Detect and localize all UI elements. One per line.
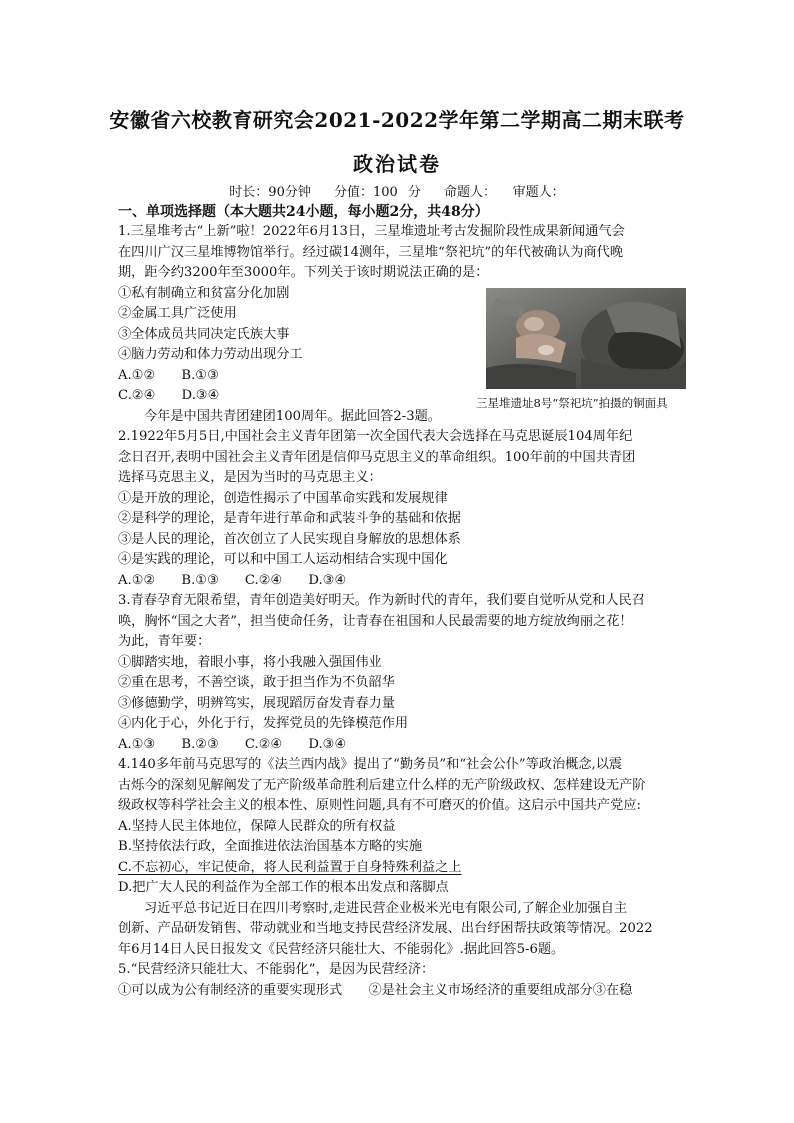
q3-stem-line: 为此，青年要： <box>118 634 211 649</box>
q3-item: ③修德勤学，明辨笃实，展现蹈厉奋发青春力量 <box>118 695 395 711</box>
q4-option-c[interactable]: C.不忘初心，牢记使命，将人民利益置于自身特殊利益之上 <box>118 859 462 875</box>
exam-title: 安徽省六校教育研究会2021-2022学年第二学期高二期末联考 <box>109 108 685 132</box>
q4-stem-line: 古烁今的深刻见解阐发了无产阶级革命胜利后建立什么样的无产阶级政权、怎样建设无产阶 <box>118 777 646 793</box>
q1-stem-line: 1.三星堆考古“上新”啦！2022年6月13日，三星堆遗址考古发掘阶段性成果新闻通气会 <box>118 224 625 239</box>
q4-option-d[interactable]: D.把广大人民的利益作为全部工作的根本出发点和落脚点 <box>118 880 449 895</box>
q3-option-c[interactable]: C.②④ <box>244 736 283 752</box>
q3-stem-line: 3.青春孕育无限希望，青年创造美好明天。作为新时代的青年，我们要自觉听从党和人民召 <box>118 593 645 608</box>
q3-option-b[interactable]: B.②③ <box>181 736 219 752</box>
q1-option-d[interactable]: D.③④ <box>181 388 220 403</box>
q2-option-d[interactable]: D.③④ <box>308 572 347 588</box>
q3-item: ②重在思考，不善空谈，敢于担当作为不负韶华 <box>118 675 395 690</box>
q3-stem-line: 唤，胸怀“国之大者”，担当使命任务，让青春在祖国和人民最需要的地方绽放绚丽之花！ <box>118 613 633 629</box>
q3-options-row <box>118 735 680 756</box>
q5-item-line: ①可以成为公有制经济的重要实现形式 ②是社会主义市场经济的重要组成部分③在稳 <box>118 982 633 998</box>
q1-option-a[interactable]: A.①② <box>118 367 156 383</box>
exam-meta: 时长：90分钟 分值：100 分 命题人： 审题人： <box>229 185 565 200</box>
q1-item: ①私有制确立和贫富分化加剧 <box>118 285 290 301</box>
exam-subtitle: 政治试卷 <box>353 152 441 176</box>
q4-stem-line: 级政权等科学社会主义的根本性、原则性问题,具有不可磨灭的价值。这启示中国共产党应: <box>118 798 641 813</box>
intro-5-6-line: 年6月14日人民日报发文《民营经济只能壮大、不能弱化》.据此回答5-6题。 <box>118 941 565 957</box>
q1-options-row <box>118 386 480 407</box>
q3-item: ④内化于心，外化于行，发挥党员的先锋模范作用 <box>118 716 409 731</box>
q1-item: ②金属工具广泛使用 <box>118 306 237 321</box>
bronze-mask-image <box>486 288 686 389</box>
bronze-mask-photo <box>486 288 686 389</box>
q2-stem-line: 念日召开,表明中国社会主义青年团是信仰马克思主义的革命组织。100年前的中国共青团 <box>118 449 636 465</box>
q1-options-row <box>118 366 480 387</box>
q1-item: ③全体成员共同决定氏族大事 <box>118 326 290 342</box>
q2-item: ③是人民的理论，首次创立了人民实现自身解放的思想体系 <box>118 531 461 547</box>
q2-option-a[interactable]: A.①② <box>118 572 156 588</box>
q2-item: ②是科学的理论，是青年进行革命和武装斗争的基础和依据 <box>118 511 461 526</box>
q2-stem-line: 选择马克思主义，是因为当时的马克思主义： <box>118 470 382 485</box>
q2-option-b[interactable]: B.①③ <box>181 572 219 588</box>
intro-5-6-line: 创新、产品研发销售、带动就业和当地支持民营经济发展、出台纾困帮扶政策等情况。2022 <box>118 921 653 936</box>
section-heading: 一、单项选择题（本大题共24小题，每小题2分，共48分） <box>118 204 489 220</box>
q1-item: ④脑力劳动和体力劳动出现分工 <box>118 347 303 362</box>
q2-options-row <box>118 571 680 592</box>
q1-option-b[interactable]: B.①③ <box>181 367 219 383</box>
q2-option-c[interactable]: C.②④ <box>244 572 283 588</box>
intro-2-3: 今年是中国共青团建团100周年。据此回答2-3题。 <box>144 408 441 424</box>
q3-item: ①脚踏实地，着眼小事，将小我融入强国伟业 <box>118 654 382 670</box>
q4-option-a[interactable]: A.坚持人民主体地位，保障人民群众的所有权益 <box>118 818 396 834</box>
q5-stem: 5.“民营经济只能壮大、不能弱化”，是因为民营经济： <box>118 962 435 977</box>
q4-option-b[interactable]: B.坚持依法行政，全面推进依法治国基本方略的实施 <box>118 839 423 854</box>
q3-option-d[interactable]: D.③④ <box>308 736 347 752</box>
q2-item: ①是开放的理论，创造性揭示了中国革命实践和发展规律 <box>118 490 448 506</box>
q3-option-a[interactable]: A.①③ <box>118 736 156 752</box>
q1-stem-line: 在四川广汉三星堆博物馆举行。经过碳14测年，三星堆“祭祀坑”的年代被确认为商代晚 <box>118 244 624 260</box>
q1-option-c[interactable]: C.②④ <box>118 388 156 403</box>
photo-caption: 三星堆遗址8号“祭祀坑”拍摄的铜面具 <box>476 396 668 410</box>
q1-stem-line: 期，距今约3200年至3000年。下列关于该时期说法正确的是： <box>118 265 489 280</box>
q4-stem-line: 4.140多年前马克思写的《法兰西内战》提出了“勤务员”和“社会公仆”等政治概念,以震 <box>118 757 623 772</box>
q2-item: ④是实践的理论，可以和中国工人运动相结合实现中国化 <box>118 552 448 567</box>
intro-5-6-line: 习近平总书记近日在四川考察时,走进民营企业极米光电有限公司,了解企业加强自主 <box>144 900 628 916</box>
q2-stem-line: 2.1922年5月5日,中国社会主义青年团第一次全国代表大会选择在马克思诞辰104周年纪 <box>118 429 633 444</box>
